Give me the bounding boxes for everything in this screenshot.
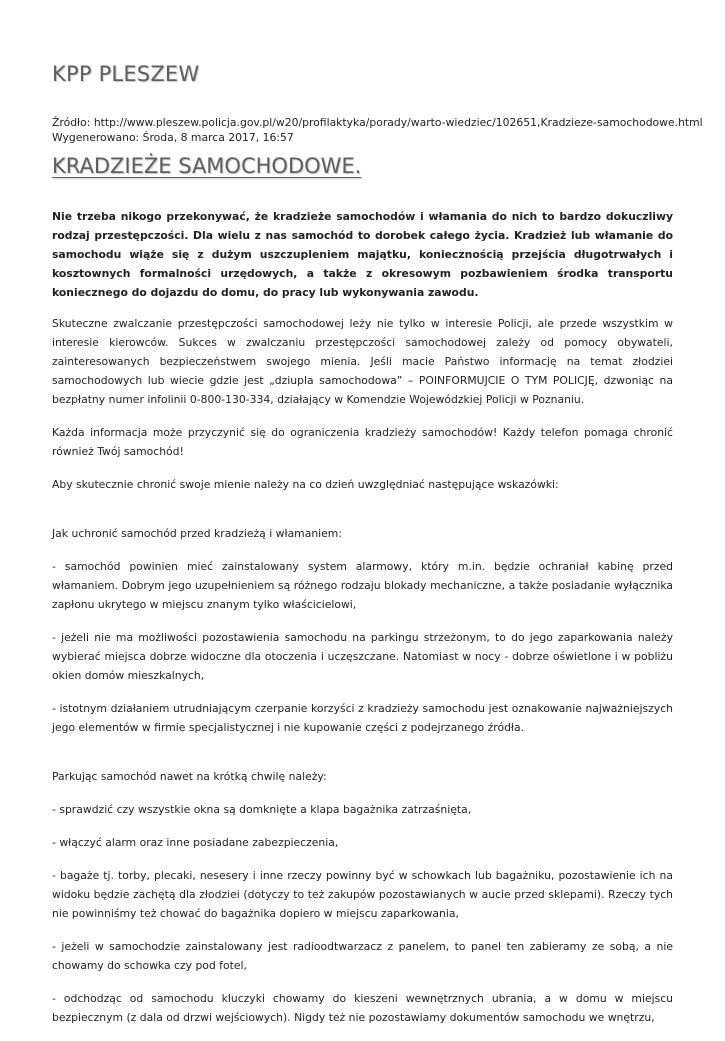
article-body (52, 207, 673, 1041)
document-meta (52, 115, 703, 145)
generated-date: Wygenerowano: Środa, 8 marca 2017, 16:57 (52, 131, 294, 144)
paragraph: Skuteczne zwalczanie przestępczości samochodowej leży nie tylko w interesie Policji, ale przede wszystkim w interesie kierowców. Sukces w zwalczaniu przestępczości samochodowej zależy od pomocy obywateli, zainteresowanych bezpieczeństwem swojego mienia. Jeśli macie Państwo informację na temat złodziei samochodowych lub wiecie gdzie jest „dziupla samochodowa” – POINFORMUJCIE O TYM POLICJĘ, dzwoniąc na bezpłatny numer infolinii 0-800-130-334, działający w Komendzie Wojewódzkiej Policji w Poznaniu. (52, 317, 673, 406)
spacer (52, 751, 673, 767)
list-item: - włączyć alarm oraz inne posiadane zabezpieczenia, (52, 836, 339, 849)
article-title: KRADZIEŻE SAMOCHODOWE. (52, 154, 362, 178)
list-item: - jeżeli nie ma możliwości pozostawienia samochodu na parkingu strzeżonym, to do jego zaparkowania należy wybierać miejsca dobrze widoczne dla otoczenia i uczęszczane. Natomiast w nocy - dobrze oświetlone i w pobliżu okien domów mieszkalnych, (52, 631, 673, 682)
source-line (52, 115, 703, 130)
paragraph: Każda informacja może przyczynić się do ograniczenia kradzieży samochodów! Każdy telefon pomaga chronić również Twój samochód! (52, 426, 673, 458)
section-heading: Jak uchronić samochód przed kradzieżą i włamaniem: (52, 527, 342, 540)
section-heading: Parkując samochód nawet na krótką chwilę należy: (52, 770, 327, 783)
site-title: KPP PLESZEW (52, 62, 200, 86)
source-link[interactable]: http://www.pleszew.policja.gov.pl/w20/profilaktyka/porady/warto-wiedziec/102651,Kradzieze-samochodowe.html (93, 116, 703, 129)
list-item: - jeżeli w samochodzie zainstalowany jest radioodtwarzacz z panelem, to panel ten zabieramy ze sobą, a nie chowamy do schowka czy pod fotel, (52, 940, 673, 972)
list-item: - bagaże tj. torby, plecaki, nesesery i inne rzeczy powinny być w schowkach lub bagażniku, pozostawienie ich na widoku będzie zachętą dla złodziei (dotyczy to też zakupów pozostawianych w aucie przed sklepami). Rzeczy tych nie powinniśmy też chować do bagażnika dopiero w miejscu zaparkowania, (52, 869, 673, 920)
list-item: - istotnym działaniem utrudniającym czerpanie korzyści z kradzieży samochodu jest oznakowanie najważniejszych jego elementów w firmie specjalistycznej i nie kupowanie części z podejrzanego źródła. (52, 702, 673, 734)
source-label: Źródło: (52, 116, 94, 129)
list-item: - samochód powinien mieć zainstalowany system alarmowy, który m.in. będzie ochraniał kabinę przed włamaniem. Dobrym jego uzupełnieniem są różnego rodzaju blokady mechaniczne, a także posiadanie wyłącznika zapłonu ukrytego w miejscu znanym tylko właścicielowi, (52, 560, 673, 611)
list-item: - sprawdzić czy wszystkie okna są domknięte a klapa bagażnika zatrzaśnięta, (52, 803, 472, 816)
lead-paragraph: Nie trzeba nikogo przekonywać, że kradzieże samochodów i włamania do nich to bardzo dokuczliwy rodzaj przestępczości. Dla wielu z nas samochód to dorobek całego życia. Kradzież lub włamanie do samochodu wiąże się z dużym uszczupleniem majątku, koniecznością przejścia długotrwałych i kosztownych formalności urzędowych, a także z okresowym pozbawieniem środka transportu koniecznego do dojazdu do domu, do pracy lub wykonywania zawodu. (52, 210, 673, 299)
paragraph: Aby skutecznie chronić swoje mienie należy na co dzień uwzględniać następujące wskazówki: (52, 478, 559, 491)
spacer (52, 508, 673, 524)
list-item: - odchodząc od samochodu kluczyki chowamy do kieszeni wewnętrznych ubrania, a w domu w miejscu bezpiecznym (z dala od drzwi wejściowych). Nigdy też nie pozostawiamy dokumentów samochodu we wnętrzu, (52, 992, 673, 1024)
